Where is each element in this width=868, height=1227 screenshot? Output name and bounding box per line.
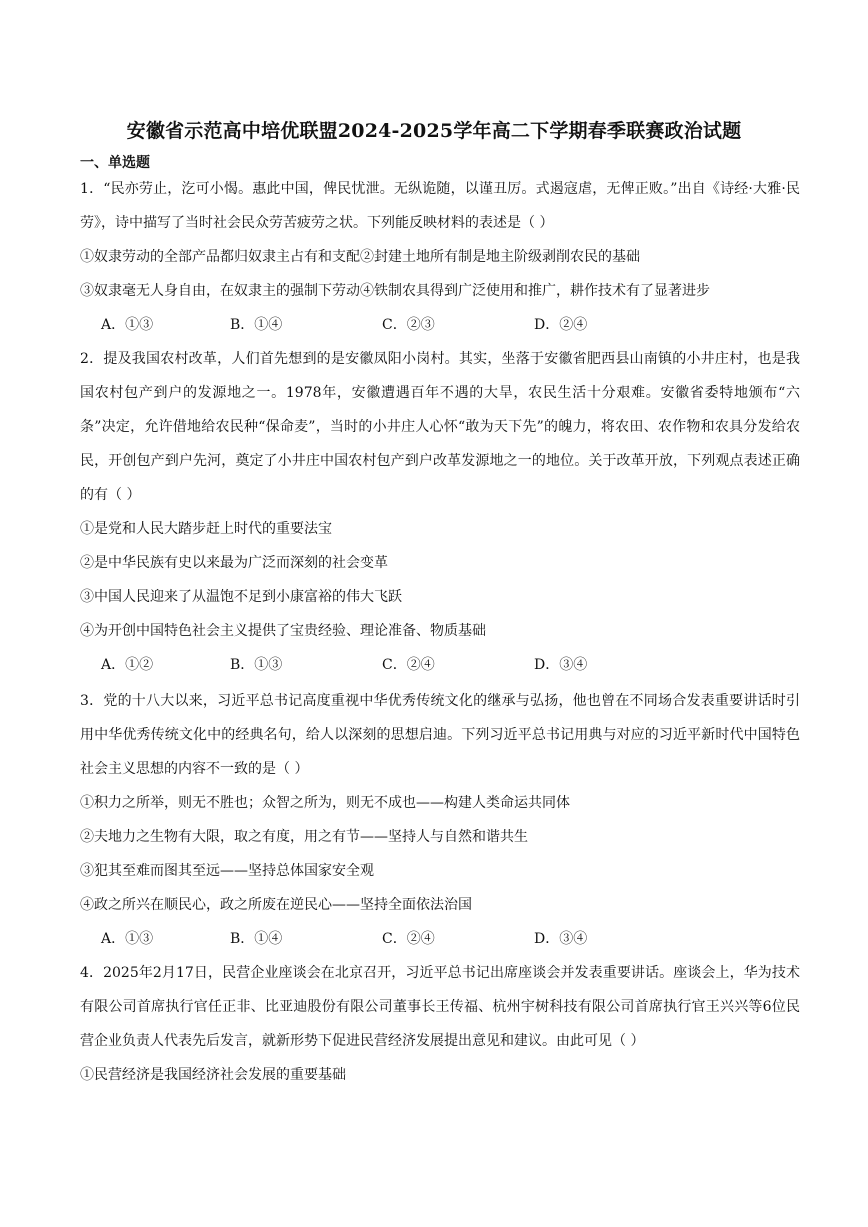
option-b[interactable]: B．①④ [230,931,283,947]
statement: ②是中华民族有史以来最为广泛而深刻的社会变革 [80,555,388,571]
answer-options [80,922,800,956]
option-d[interactable]: D．③④ [534,931,588,947]
document-title: 安徽省示范高中培优联盟2024-2025学年高二下学期春季联赛政治试题 [126,120,742,142]
statement: ③奴隶毫无人身自由，在奴隶主的强制下劳动④铁制农具得到广泛使用和推广，耕作技术有了显著进步 [80,283,710,299]
question-stem: 1．“民亦劳止，汔可小愒。惠此中国，俾民忧泄。无纵诡随，以谨丑厉。式遏寇虐，无俾正败。”出自《诗经·大雅·民劳》，诗中描写了当时社会民众劳苦疲劳之状。下列能反映材料的表述是（ ） [80,181,800,231]
question-3 [80,684,800,956]
statement: ①积力之所举，则无不胜也；众智之所为，则无不成也——构建人类命运共同体 [80,795,570,811]
statement: ①奴隶劳动的全部产品都归奴隶主占有和支配②封建土地所有制是地主阶级剥削农民的基础 [80,249,640,265]
option-d[interactable]: D．②④ [534,317,588,333]
option-b[interactable]: B．①④ [230,317,283,333]
option-a[interactable]: A．①② [101,657,154,673]
question-stem: 4．2025年2月17日，民营企业座谈会在北京召开，习近平总书记出席座谈会并发表重要讲话。座谈会上，华为技术有限公司首席执行官任正非、比亚迪股份有限公司董事长王传福、杭州宇树科技有限公司首席执行官王兴兴等6位民营企业负责人代表先后发言，就新形势下促进民营经济发展提出意见和建议。由此可见（ ） [80,965,800,1049]
statement: ③中国人民迎来了从温饱不足到小康富裕的伟大飞跃 [80,589,402,605]
statement: ②夫地力之生物有大限，取之有度，用之有节——坚持人与自然和谐共生 [80,829,528,845]
option-b[interactable]: B．①③ [230,657,283,673]
section-heading: 一、单选题 [80,155,150,171]
question-stem: 2．提及我国农村改革，人们首先想到的是安徽凤阳小岗村。其实，坐落于安徽省肥西县山南镇的小井庄村，也是我国农村包产到户的发源地之一。1978年，安徽遭遇百年不遇的大旱，农民生活十分艰难。安徽省委特地颁布“六条”决定，允许借地给农民种“保命麦”，当时的小井庄人心怀“敢为天下先”的魄力，将农田、农作物和农具分发给农民，开创包产到户先河，奠定了小井庄中国农村包产到户改革发源地之一的地位。关于改革开放，下列观点表述正确的有（ ） [80,351,800,503]
statement: ①民营经济是我国经济社会发展的重要基础 [80,1067,346,1083]
question-4 [80,956,800,1092]
statement: ①是党和人民大踏步赶上时代的重要法宝 [80,521,332,537]
statement: ④政之所兴在顺民心，政之所废在逆民心——坚持全面依法治国 [80,897,472,913]
answer-options [80,308,800,342]
option-c[interactable]: C．②③ [382,317,435,333]
option-a[interactable]: A．①③ [101,931,154,947]
option-c[interactable]: C．②④ [382,657,435,673]
statement: ③犯其至难而图其至远——坚持总体国家安全观 [80,863,374,879]
option-a[interactable]: A．①③ [101,317,154,333]
answer-options [80,648,800,682]
option-d[interactable]: D．③④ [534,657,588,673]
question-stem: 3．党的十八大以来，习近平总书记高度重视中华优秀传统文化的继承与弘扬，他也曾在不同场合发表重要讲话时引用中华优秀传统文化中的经典名句，给人以深刻的思想启迪。下列习近平总书记用典与对应的习近平新时代中国特色社会主义思想的内容不一致的是（ ） [80,693,800,777]
question-1 [80,172,800,342]
question-2 [80,342,800,682]
statement: ④为开创中国特色社会主义提供了宝贵经验、理论准备、物质基础 [80,623,486,639]
option-c[interactable]: C．②④ [382,931,435,947]
